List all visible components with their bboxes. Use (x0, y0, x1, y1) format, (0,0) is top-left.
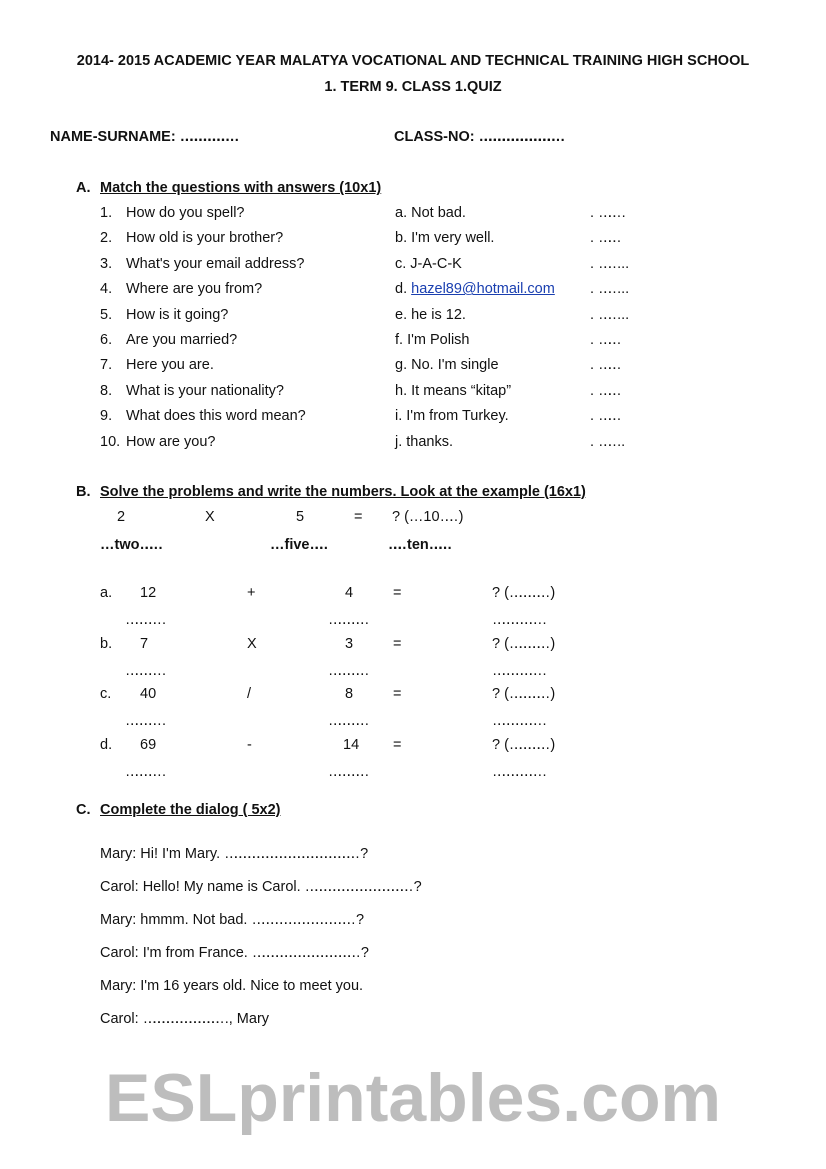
dotted-blank: ……………………… (492, 713, 533, 730)
dotted-blank: ……………… (125, 612, 152, 628)
dotted-blank: ………………… (508, 585, 541, 601)
dotted-blank: ………………… (508, 737, 541, 754)
dialog-line[interactable]: Mary: hmmm. Not bad. ……………………………………………………… ? (100, 912, 365, 928)
question-number: 9. (100, 408, 113, 425)
dotted-blank: …… (439, 509, 449, 525)
word-blank-3[interactable]: ……………………… . (492, 764, 547, 781)
question-number: 6. (100, 332, 113, 348)
problem-label: d. (100, 737, 113, 754)
dotted-blank: ……… (598, 332, 612, 348)
dotted-blank: ……………………… (492, 764, 533, 781)
dotted-blank: ………………………… (179, 129, 225, 145)
problem-number-1: 7 (140, 635, 149, 652)
section-a-letter: A. (76, 180, 91, 196)
match-blank[interactable]: . ……… . (590, 205, 626, 221)
problem-number-1: 69 (140, 737, 157, 754)
dotted-blank: …… (309, 537, 319, 553)
dotted-blank: ………………………………………… (478, 129, 551, 145)
match-blank[interactable]: . ……… (590, 382, 612, 399)
problem-equals: = (393, 737, 402, 754)
problem-operator: X (247, 635, 257, 652)
dotted-blank: ………………… (328, 612, 360, 628)
dotted-blank: ………………… (328, 713, 360, 730)
dotted-blank: ………………………………………………………… (304, 879, 404, 895)
question-text: What's your email address? (126, 255, 305, 272)
answer-text: a. Not bad. (395, 205, 466, 221)
question-text: Are you married? (126, 332, 238, 348)
word-blank-3[interactable]: ……………………… . (492, 662, 547, 679)
section-a-title: Match the questions with answers (10x1) (100, 180, 382, 196)
section-c-title: Complete the dialog ( 5x2) (100, 802, 281, 818)
section-c-letter: C. (76, 802, 91, 818)
problem-answer-blank[interactable]: ? (………………… ) (492, 737, 556, 754)
dotted-blank: ………………… (328, 662, 360, 679)
problem-number-2: 3 (345, 635, 354, 652)
question-text: What does this word mean? (126, 408, 306, 425)
dotted-blank: …… (139, 537, 149, 553)
section-b-title: Solve the problems and write the numbers. Look at the example (16x1) (100, 484, 586, 500)
example-equals: = (354, 509, 363, 525)
dotted-blank: ……………… (125, 764, 152, 781)
word-blank-2[interactable] (328, 712, 370, 730)
problem-number-2: 14 (343, 737, 360, 754)
question-text: Here you are. (126, 357, 214, 374)
problem-label: b. (100, 635, 113, 652)
problem-number-2: 8 (345, 686, 354, 703)
dotted-blank: …… (388, 537, 397, 553)
problem-answer-blank[interactable]: ? (………………… ) (492, 686, 556, 703)
question-text: How old is your brother? (126, 230, 284, 247)
question-number: 1. (100, 205, 113, 221)
dotted-blank: ……………… (125, 713, 152, 730)
example-operator: X (205, 509, 215, 525)
dotted-blank: …… (598, 281, 608, 298)
question-text: How are you? (126, 433, 216, 450)
problem-operator: / (247, 686, 252, 703)
dotted-blank: ……………………………………………………… (251, 912, 346, 928)
dotted-blank: ………………… (328, 764, 360, 781)
problem-operator: + (247, 585, 256, 601)
problem-answer-blank[interactable]: ? (………………… ) (492, 585, 556, 601)
question-number: 7. (100, 357, 113, 374)
word-blank-3[interactable]: ……………………… . (492, 612, 547, 628)
answer-text: e. he is 12. (395, 306, 466, 323)
match-blank[interactable]: . ……… (590, 357, 612, 374)
word-blank-1[interactable]: ……………… . (125, 764, 167, 781)
section-b-letter: B. (76, 484, 91, 500)
word-blank-3[interactable]: ……………………… . (492, 713, 547, 730)
dotted-blank: ………………… (508, 635, 541, 652)
dotted-blank: ……… (428, 537, 443, 553)
match-blank[interactable]: . …… .. (590, 433, 626, 450)
dotted-blank: ………………………………………………………… (251, 945, 351, 961)
example-word-1: … two…… . (100, 537, 163, 553)
dotted-blank: ……… (598, 382, 612, 399)
question-text: How is it going? (126, 306, 229, 323)
dotted-blank: ………………… (508, 686, 541, 703)
dotted-blank: … (100, 537, 105, 553)
dotted-blank: ……… (598, 205, 612, 221)
dotted-blank: ……………………… (492, 662, 533, 679)
answer-text: h. It means “kitap” (395, 382, 512, 399)
problem-number-1: 12 (140, 585, 157, 601)
answer-prefix: d. (395, 281, 412, 298)
problem-label: a. (100, 585, 113, 601)
dotted-blank: …… (598, 433, 608, 450)
answer-text: f. I'm Polish (395, 332, 470, 348)
problem-number-2: 4 (345, 585, 354, 601)
dotted-blank: ………………………………………………………………………… (224, 846, 351, 862)
dotted-blank: ……………………… (492, 612, 533, 628)
answer-text: c. J-A-C-K (395, 255, 462, 272)
question-number: 10. (100, 433, 121, 450)
dialog-line[interactable]: Carol: I'm from France. ………………………………………………………… ? (100, 945, 369, 961)
question-number: 3. (100, 255, 113, 272)
question-number: 5. (100, 306, 113, 323)
match-blank[interactable]: . ……… (590, 230, 612, 247)
problem-equals: = (393, 635, 402, 652)
problem-label: c. (100, 686, 112, 703)
dialog-line[interactable]: Carol: ………………………………………… ., Mary (100, 1011, 270, 1027)
problem-operator: - (247, 737, 252, 754)
answer-text: i. I'm from Turkey. (395, 408, 509, 425)
match-blank[interactable]: . ……… (590, 408, 612, 425)
dotted-blank: ………………………………………… (142, 1011, 215, 1027)
question-text: What is your nationality? (126, 382, 284, 399)
word-blank-2[interactable] (328, 763, 370, 781)
match-blank[interactable]: . …… ... (590, 281, 630, 298)
example-answer: ? (… 10…… ) (392, 509, 464, 525)
word-blank-2[interactable] (328, 662, 370, 680)
dotted-blank: … (270, 537, 275, 553)
dialog-line[interactable]: Mary: I'm 16 years old. Nice to meet you. (100, 978, 364, 994)
school-title: 2014- 2015 ACADEMIC YEAR MALATYA VOCATIONAL AND TECHNICAL TRAINING HIGH SCHOOL (76, 53, 750, 69)
example-number-2: 5 (296, 509, 305, 525)
question-number: 2. (100, 230, 113, 247)
word-blank-1[interactable]: ……………… . (125, 662, 167, 679)
dotted-blank: ……… (598, 357, 612, 374)
dotted-blank: ……………… (125, 662, 152, 679)
dotted-blank: …… (598, 255, 608, 272)
answer-text (395, 280, 555, 298)
word-blank-1[interactable]: ……………… . (125, 713, 167, 730)
problem-number-1: 40 (140, 686, 157, 703)
problem-equals: = (393, 686, 402, 703)
example-number-1: 2 (117, 509, 126, 525)
example-word-3: …… ten……… (388, 537, 443, 553)
word-blank-2[interactable] (328, 611, 370, 629)
question-number: 4. (100, 281, 113, 298)
class-field[interactable]: CLASS-NO: ………………………………………… . (394, 129, 565, 145)
dotted-blank: ……… (598, 408, 612, 425)
dotted-blank: …… (598, 306, 608, 323)
match-blank[interactable]: . …… ... (590, 306, 630, 323)
dotted-blank: ……… (598, 230, 612, 247)
answer-text: j. thanks. (395, 433, 454, 450)
question-text: How do you spell? (126, 205, 245, 221)
problem-answer-blank[interactable]: ? (………………… ) (492, 635, 556, 652)
example-word-2: … five…… (270, 537, 319, 553)
answer-text: b. I'm very well. (395, 230, 495, 247)
dialog-line[interactable]: Carol: Hello! My name is Carol. ………………………………………………………… ? (100, 879, 422, 895)
match-blank[interactable]: . ……… (590, 332, 612, 348)
quiz-subtitle: 1. TERM 9. CLASS 1.QUIZ (324, 79, 502, 95)
dotted-blank: … (408, 509, 414, 525)
email-link[interactable]: hazel89@hotmail.com (411, 281, 555, 298)
watermark: ESLprintables.com (105, 1060, 721, 1136)
problem-equals: = (393, 585, 402, 601)
match-blank[interactable]: . …… ... (590, 255, 630, 272)
dialog-line[interactable]: Mary: Hi! I'm Mary. ………………………………………………………………………… ? (100, 846, 369, 862)
question-number: 8. (100, 382, 113, 399)
answer-text: g. No. I'm single (395, 357, 499, 374)
question-text: Where are you from? (126, 281, 263, 298)
name-field[interactable]: NAME-SURNAME: ………………………… . (50, 129, 239, 145)
word-blank-1[interactable]: ……………… . (125, 612, 167, 628)
